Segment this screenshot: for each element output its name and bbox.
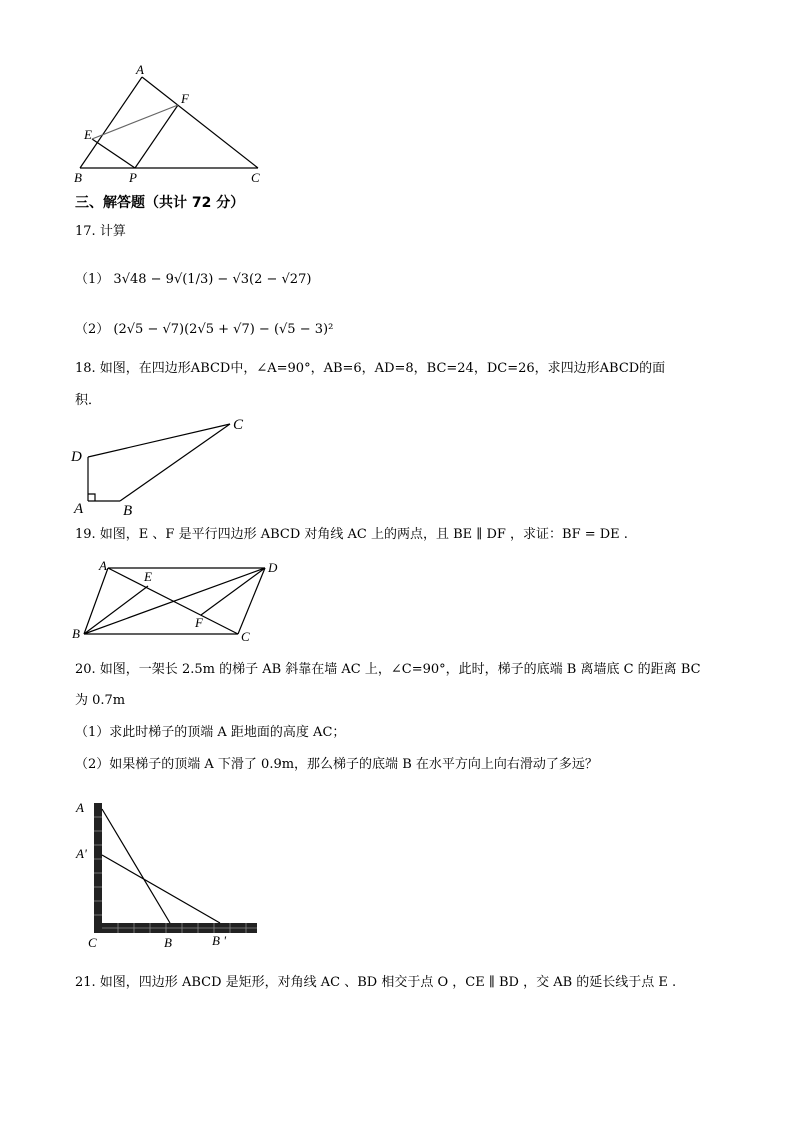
figure-parallelogram-abcd bbox=[68, 556, 288, 648]
label-c: C bbox=[241, 629, 250, 644]
q21-text: 21. 如图，四边形 ABCD 是矩形，对角线 AC 、BD 相交于点 O ，CE ∥ BD ，交 AB 的延长线于点 E . bbox=[75, 975, 677, 990]
label-a-prime: A' bbox=[76, 846, 87, 861]
label-a: A bbox=[99, 558, 107, 573]
q17-number: 17. bbox=[75, 224, 96, 239]
label-d: D bbox=[268, 560, 278, 575]
figure-quadrilateral-abcd bbox=[68, 412, 258, 520]
label-f: F bbox=[195, 615, 203, 630]
section-title: 三、解答题（共计 72 分） bbox=[75, 195, 245, 211]
q17-part1 bbox=[75, 271, 311, 289]
figure-ladder bbox=[70, 795, 270, 955]
label-a: A bbox=[136, 62, 144, 77]
label-e: E bbox=[144, 569, 152, 584]
label-b: B bbox=[123, 503, 133, 519]
label-b: B bbox=[74, 170, 82, 185]
label-p: P bbox=[129, 170, 137, 185]
q18-text-line1: 18. 如图，在四边形ABCD中，∠A=90°，AB=6，AD=8，BC=24，DC=26，求四边形ABCD的面 bbox=[75, 361, 666, 376]
label-a: A bbox=[74, 501, 84, 517]
label-c: C bbox=[233, 417, 244, 433]
figure-triangle-efp bbox=[70, 60, 270, 185]
q17-part2-expr: (2√5 − √7)(2√5 + √7) − (√5 − 3)² bbox=[113, 322, 334, 337]
q17-part1-index: （1） bbox=[75, 272, 110, 287]
q17-heading bbox=[75, 223, 126, 241]
label-a: A bbox=[76, 800, 84, 815]
q17-title: 计算 bbox=[99, 224, 126, 239]
q20-part2: （2）如果梯子的顶端 A 下滑了 0.9m，那么梯子的底端 B 在水平方向上向右滑动了多远？ bbox=[75, 757, 598, 772]
label-e: E bbox=[84, 127, 92, 142]
q18-text-line2: 积． bbox=[75, 393, 102, 408]
label-b-prime: B ' bbox=[212, 933, 226, 948]
q20-part1: （1）求此时梯子的顶端 A 距地面的高度 AC； bbox=[75, 725, 346, 740]
label-b: B bbox=[72, 626, 80, 641]
label-c: C bbox=[88, 935, 97, 950]
q20-text-line2: 为 0.7m bbox=[75, 693, 126, 708]
label-b: B bbox=[164, 935, 172, 950]
label-f: F bbox=[181, 91, 189, 106]
q20-text-line1: 20. 如图，一架长 2.5m 的梯子 AB 斜靠在墙 AC 上，∠C=90°，此时，梯子的底端 B 离墙底 C 的距离 BC bbox=[75, 662, 701, 677]
q17-part2-index: （2） bbox=[75, 322, 110, 337]
label-c: C bbox=[251, 170, 260, 185]
label-d: D bbox=[71, 449, 82, 465]
q19-text: 19. 如图，E 、F 是平行四边形 ABCD 对角线 AC 上的两点，且 BE ∥ DF ，求证：BF = DE . bbox=[75, 527, 628, 542]
q17-part1-expr: 3√48 − 9√(1/3) − √3(2 − √27) bbox=[113, 272, 312, 287]
q17-part2 bbox=[75, 321, 333, 339]
